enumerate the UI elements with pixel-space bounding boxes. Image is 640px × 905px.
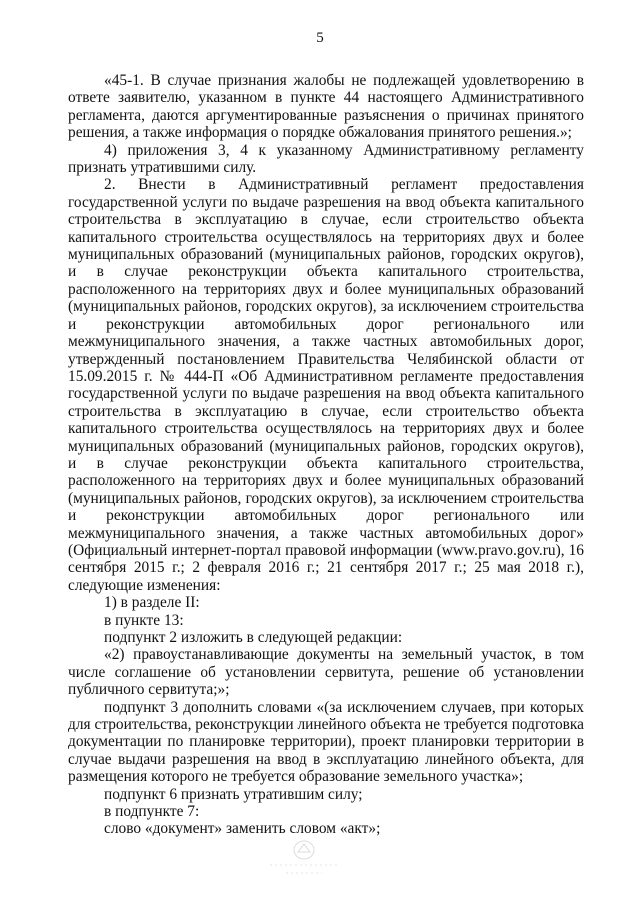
page-number: 5: [316, 30, 324, 46]
paragraph-section-2: 1) в разделе II:: [104, 594, 200, 612]
paragraph-subclause-2-text: «2) правоустанавливающие документы на земельный участок, в том числе соглашение об установлении сервитута, решение об установлении публичного сервитута;»;: [68, 646, 584, 699]
paragraph-clause-13: в пункте 13:: [104, 611, 184, 629]
document-body: [68, 72, 584, 838]
paragraph-word-replacement: слово «документ» заменить словом «акт»;: [104, 820, 381, 838]
paragraph-subclause-3: подпункт 3 дополнить словами «(за исключением случаев, при которых для строительства, реконструкции линейного объекта не требуется подготовка документации по планировке территории), проект планировки территории в случае выдачи разрешения на ввод в эксплуатацию линейного объекта, для размещения которого не требуется образование земельного участка»;: [68, 698, 584, 786]
paragraph-subclause-2-heading: подпункт 2 изложить в следующей редакции:: [104, 629, 403, 646]
paragraph-subclause-6: подпункт 6 признать утратившим силу;: [104, 785, 363, 803]
paragraph-item-4: 4) приложения 3, 4 к указанному Административному регламенту признать утратившими силу.: [68, 141, 584, 177]
paragraph-item-2-amendments: 2. Внести в Административный регламент предоставления государственной услуги по выдаче разрешения на ввод объекта капитального строительства в эксплуатацию в случае, если строительство объекта капитального строительства осуществлялось на территориях двух и более муниципальных образований (муниципальных районов, городских округов), и в случае реконструкции объекта капитального строительства, расположенного на территориях двух и более муниципальных образований (муниципальных районов, городских округов), за исключением строительства и реконструкции автомобильных дорог регионального или межмуниципального значения, а также частных автомобильных дорог, утвержденный постановлением Правительства Челябинской области от 15.09.2015 г. № 444-П «Об Административном регламенте предоставления государственной услуги по выдаче разрешения на ввод объекта капитального строительства в эксплуатацию в случае, если строительство объекта капитального строительства осуществлялось на территориях двух и более муниципальных образований (муниципальных районов, городских округов), и в случае реконструкции объекта капитального строительства, расположенного на территориях двух и более муниципальных образований (муниципальных районов, городских округов), за исключением строительства и реконструкции автомобильных дорог регионального или межмуниципального значения, а также частных автомобильных дорог» (Официальный интернет-портал правовой информации (www.pravo.gov.ru), 16 сентября 2015 г.; 2 февраля 2016 г.; 21 сентября 2017 г.; 25 мая 2018 г.), следующие изменения:: [68, 176, 584, 594]
faded-seal-stamp: [262, 836, 346, 880]
paragraph-clause-45-1: «45-1. В случае признания жалобы не подлежащей удовлетворению в ответе заявителю, указанном в пункте 44 настоящего Административного регламента, даются аргументированные разъяснения о причинах принятого решения, а также информация о порядке обжалования принятого решения.»;: [68, 72, 584, 142]
paragraph-subclause-7: в подпункте 7:: [104, 803, 200, 821]
